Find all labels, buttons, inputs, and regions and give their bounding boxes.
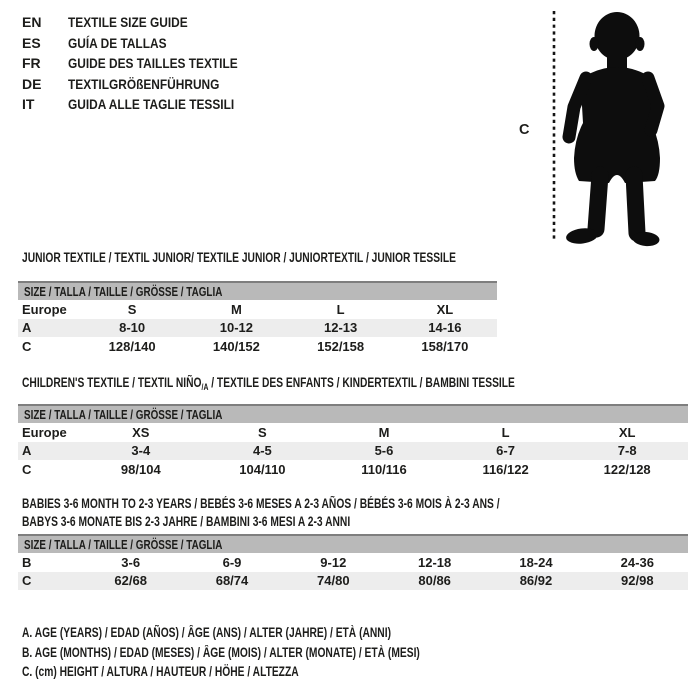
- language-label: TEXTILGRÖßENFÜHRUNG: [68, 75, 220, 92]
- language-code: EN: [22, 14, 42, 31]
- toddler-silhouette: [565, 12, 660, 247]
- table-header: [18, 534, 688, 553]
- row-label: C: [22, 573, 32, 589]
- size-cell: XL: [618, 424, 636, 440]
- size-cell: 10-12: [219, 320, 253, 336]
- size-cell: 80/86: [418, 573, 451, 589]
- language-label: GUIDA ALLE TAGLIE TESSILI: [68, 96, 235, 113]
- language-code: DE: [22, 75, 42, 92]
- size-cell: 74/80: [317, 573, 350, 589]
- legend: [22, 625, 545, 684]
- title-subscript: /A: [201, 382, 209, 392]
- table-row-height: [18, 460, 688, 479]
- toddler-silhouette-graphic: [505, 3, 695, 251]
- size-cell: 6-9: [222, 554, 242, 570]
- children-size-table: [18, 404, 688, 479]
- size-cell: 128/140: [108, 338, 156, 354]
- size-cell: 24-36: [620, 554, 654, 570]
- row-label: Europe: [22, 301, 67, 317]
- size-cell: 3-6: [121, 554, 141, 570]
- size-cell: 18-24: [519, 554, 553, 570]
- babies-title-line1: BABIES 3-6 MONTH TO 2-3 YEARS / BEBÉS 3-6 MESES A 2-3 AÑOS / BÉBÉS 3-6 MOIS À 2-3 ANS /: [22, 496, 500, 511]
- legend-text-b: B. AGE (MONTHS) / EDAD (MESES) / ÂGE (MOIS) / ALTER (MONATE) / ETÀ (MESI): [22, 644, 420, 660]
- size-cell: 68/74: [215, 573, 249, 589]
- size-cell: 92/98: [621, 573, 654, 589]
- title-part: CHILDREN'S TEXTILE / TEXTIL NIÑO: [22, 375, 202, 390]
- figure-measure-label: C: [519, 122, 530, 138]
- legend-line-a: [22, 625, 545, 645]
- language-row-de: [22, 74, 268, 95]
- legend-text-c: C. (cm) HEIGHT / ALTURA / HAUTEUR / HÖHE / ALTEZZA: [22, 664, 299, 679]
- language-row-it: [22, 94, 268, 115]
- size-figure: [505, 3, 695, 251]
- size-cell: XS: [132, 424, 150, 440]
- table-row-height: [18, 572, 688, 591]
- size-cell: 5-6: [374, 443, 394, 459]
- legend-line-b: [22, 645, 545, 665]
- junior-size-table: [18, 281, 497, 356]
- row-label: C: [22, 461, 32, 477]
- size-cell: 152/158: [317, 338, 365, 354]
- size-cell: 98/104: [120, 461, 161, 477]
- size-cell: 14-16: [428, 320, 462, 336]
- table-row-europe: [18, 300, 497, 319]
- junior-table-title-text: JUNIOR TEXTILE / TEXTIL JUNIOR/ TEXTILE JUNIOR / JUNIORTEXTIL / JUNIOR TESSILE: [22, 250, 457, 265]
- size-cell: 4-5: [252, 443, 272, 459]
- size-cell: M: [378, 424, 390, 440]
- size-cell: 158/170: [421, 338, 469, 354]
- table-row-age: [18, 319, 497, 338]
- language-code: IT: [22, 96, 35, 113]
- size-cell: 116/122: [482, 461, 529, 477]
- language-row-fr: [22, 53, 268, 74]
- table-row-europe: [18, 423, 688, 442]
- size-cell: 8-10: [119, 320, 146, 336]
- size-cell: 7-8: [617, 443, 637, 459]
- language-label: TEXTILE SIZE GUIDE: [68, 14, 188, 31]
- language-list: [22, 12, 268, 115]
- size-cell: S: [258, 424, 267, 440]
- size-cell: 122/128: [603, 461, 651, 477]
- table-row-months: [18, 553, 688, 572]
- babies-size-table: [18, 534, 688, 590]
- size-cell: 104/110: [239, 461, 286, 477]
- table-header: [18, 281, 497, 300]
- legend-line-c: [22, 664, 545, 684]
- babies-title-line2: BABYS 3-6 MONATE BIS 2-3 JAHRE / BAMBINI 3-6 MESI A 2-3 ANNI: [22, 514, 351, 529]
- size-cell: M: [230, 301, 242, 317]
- language-label: GUIDE DES TAILLES TEXTILE: [68, 55, 238, 72]
- language-row-es: [22, 33, 268, 54]
- row-label: B: [22, 554, 32, 570]
- row-label: C: [22, 338, 32, 354]
- language-label: GUÍA DE TALLAS: [68, 34, 167, 51]
- table-row-height: [18, 337, 497, 356]
- babies-table-title: [22, 495, 650, 531]
- table-header: [18, 404, 688, 423]
- language-code: ES: [22, 34, 41, 51]
- size-cell: 110/116: [361, 461, 407, 477]
- table-header-text: SIZE / TALLA / TAILLE / GRÖSSE / TAGLIA: [24, 284, 223, 299]
- size-cell: S: [127, 301, 137, 317]
- size-cell: 9-12: [320, 554, 347, 570]
- title-part: / TEXTILE DES ENFANTS / KINDERTEXTIL / BAMBINI TESSILE: [208, 375, 515, 390]
- language-row-en: [22, 12, 268, 33]
- size-cell: 12-18: [418, 554, 452, 570]
- row-label: Europe: [22, 424, 67, 440]
- table-header-text: SIZE / TALLA / TAILLE / GRÖSSE / TAGLIA: [24, 537, 223, 552]
- size-cell: L: [501, 424, 510, 440]
- children-table-title-text: [22, 374, 515, 396]
- table-row-age: [18, 442, 688, 461]
- size-cell: 62/68: [114, 573, 147, 589]
- language-code: FR: [22, 55, 41, 72]
- row-label: A: [22, 320, 32, 336]
- size-cell: XL: [436, 301, 454, 317]
- row-label: A: [22, 443, 32, 459]
- size-cell: 6-7: [496, 443, 515, 459]
- size-cell: 140/152: [212, 338, 260, 354]
- size-cell: L: [336, 301, 345, 317]
- size-cell: 86/92: [519, 573, 553, 589]
- legend-text-a: A. AGE (YEARS) / EDAD (AÑOS) / ÂGE (ANS) / ALTER (JAHRE) / ETÀ (ANNI): [22, 625, 391, 640]
- junior-table-title: [22, 249, 593, 267]
- size-cell: 12-13: [324, 320, 358, 336]
- table-header-text: SIZE / TALLA / TAILLE / GRÖSSE / TAGLIA: [24, 407, 223, 422]
- size-cell: 3-4: [131, 443, 151, 459]
- children-table-title: [22, 374, 671, 396]
